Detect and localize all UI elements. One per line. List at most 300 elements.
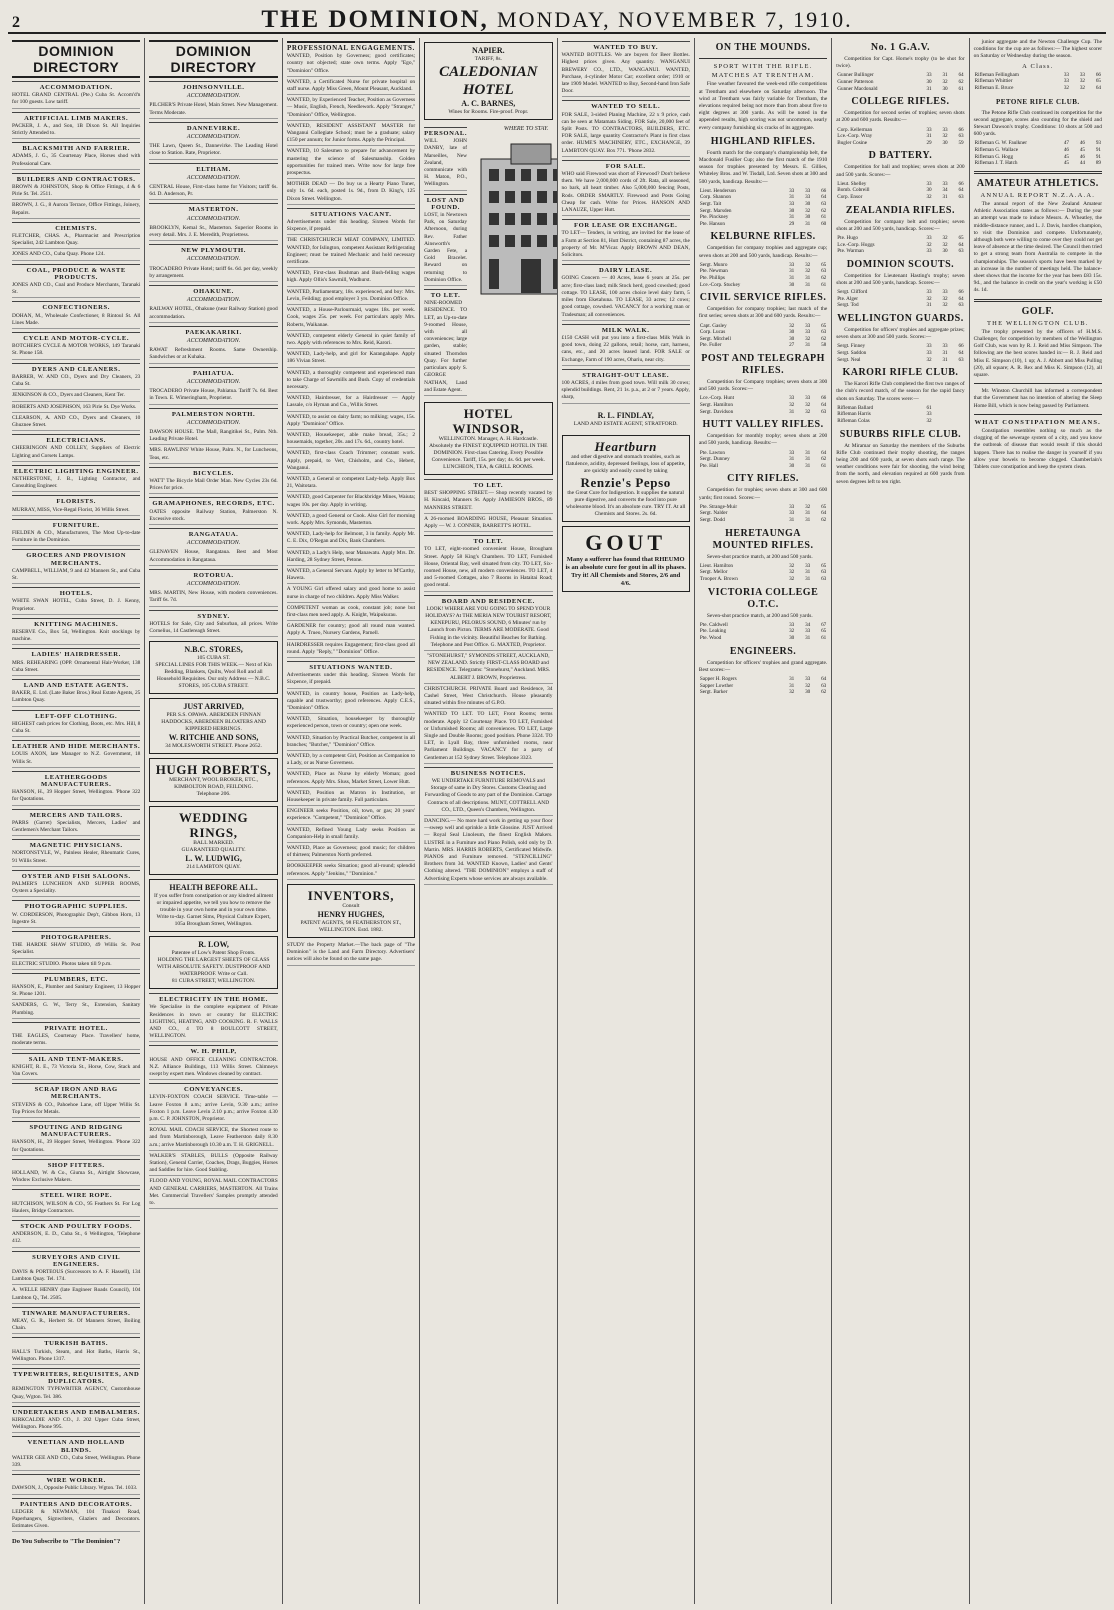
- golf-body: The trophy presented by the officers of H.M.S. Challenger, for competition by members of the Wellington Golf Club, was won by R. J. Reid and Miss Simpson. The following are the best scores handed in:— R. J. Reid and Miss E. Simpson (10), 1 up; A. J. Abbott and Miss Pulling (20), all square; A. R. Rex and Miss K. Simpson (12), all square.: [973, 328, 1102, 379]
- club-description: Competition for trophies; seven shots at 300 and 600 yards; first round. Scores:—: [698, 487, 828, 501]
- score-cell: 30: [805, 201, 811, 208]
- score-cell: 33: [926, 248, 932, 255]
- roberts-body: MERCHANT, WOOL BROKER, ETC., KIMBOLTON ROAD, FEILDING.: [169, 777, 259, 791]
- score-cell: 30: [942, 85, 948, 92]
- arrived-body: PER S.S. OPAWA. ABERDEEN FINNAN HADDOCKS, ABERDEEN BLOATERS AND KIPPERED HERRINGS.: [161, 712, 266, 733]
- score-row: [699, 409, 827, 416]
- score-cell: 33: [789, 261, 795, 268]
- competitor-name: Lieut. Hamilton: [699, 562, 734, 569]
- score-cell: 31: [805, 575, 811, 582]
- score-cell: 33: [942, 180, 948, 187]
- directory-section-title: SAIL AND TENT-MAKERS.: [12, 1053, 140, 1063]
- golf-subhead: THE WELLINGTON CLUB.: [987, 319, 1089, 327]
- competitor-name: Gunner Bullinger: [837, 72, 874, 79]
- directory-section-sub: ACCOMMODATION.: [186, 134, 241, 141]
- score-cell: 31: [942, 356, 948, 363]
- score-cell: 64: [958, 349, 964, 356]
- club-description: Fourth match for the company's championship belt, the Macdonald Fusilier Cup; also the first match of the 1910 season for trophies presented by Messrs. E. Gillies, Whiteley Bros. and W. Tisdall, Ltd. Seven shots at 300 and 500 yards, handicap. Results:—: [698, 149, 828, 185]
- classified-entry: WANTED, Place as Governess; good music; for children of thirteen; Palmerston North preferred.: [287, 845, 415, 861]
- score-cell: 32: [789, 689, 795, 696]
- barnes-name: A. C. BARNES,: [461, 99, 516, 108]
- column-4-hotels: [420, 38, 557, 1604]
- directory-entry: CAMPBELL, WILLIAM, 9 and 42 Manners St., and Cuba St.: [12, 568, 140, 584]
- score-row: [699, 576, 827, 583]
- competitor-name: Trooper A. Brown: [699, 575, 738, 582]
- score-cell: 33: [926, 343, 932, 350]
- competitor-name: Sergt. Saddon: [837, 349, 867, 356]
- directory-section-sub: ACCOMMODATION.: [186, 540, 241, 547]
- score-cell: 30: [789, 329, 795, 336]
- directory-entry: BROWN, J. G., 8 Aurora Terrace, Office Fittings, Joinery, Repairs.: [12, 202, 140, 218]
- wanted-let-notices: WANTED TO LET. TO LET, Front Rooms; terms moderate. Apply 12 Courtenay Place. TO LET, Furnished or Unfurnished Rooms; all conveniences. TO LET, Large Single and Double Rooms; good position. Phone 3324. TO LET, in Lyall Bay, three unfurnished rooms, near Parliament Buildings. VACANCY for a party of Gentlemen at 152 Sydney Street. Telephone 3323.: [424, 711, 552, 763]
- score-cell: 33: [789, 503, 795, 510]
- score-cell: 31: [789, 214, 795, 221]
- low-address: 81 CUBA STREET, WELLINGTON.: [171, 978, 256, 985]
- directory-entry: MEAY, G. R., Herbert St. Of Manners Street, Boiling Chain.: [12, 1318, 140, 1334]
- score-cell: 64: [821, 675, 827, 682]
- directory-section-title: JOHNSONVILLE.: [149, 81, 277, 91]
- directory-entry: HANSON, H., 39 Hopper Street, Wellington. 'Phone 322 for Quotations.: [12, 789, 140, 805]
- club-score-table: [699, 676, 827, 696]
- score-row: [836, 350, 964, 357]
- score-row: [699, 504, 827, 511]
- directory-entry: RESERVE Co., Box 54, Wellington. Knit stockings by machine.: [12, 629, 140, 645]
- directory-entry: SANDERS, G. W., Terry St., Extension, Sanitary Plumbing.: [12, 1002, 140, 1018]
- score-row: [699, 628, 827, 635]
- directory-entry: A. WELLE HENRY (late Engineer Roads Council), 104 Lambton Q., Tel. 2505.: [12, 1287, 140, 1303]
- score-row: [699, 395, 827, 402]
- windsor-body: WELLINGTON. Manager, A. H. Hardcastle. Absolutely the FINEST EQUIPPED HOTEL IN THE DOMINION. First-class Catering. Every Possible Convenience. Tariff, 15s. per day; 4s. 6d. per week. LUNCHEON, TEA, & GRILL ROOMS.: [429, 435, 548, 470]
- directory-section-title: CONFECTIONERS.: [12, 301, 140, 311]
- competitor-name: Corp. Kellerman: [837, 126, 873, 133]
- column-2-directory: [145, 38, 282, 1604]
- club-description: Competition for Company trophies; seven shots at 300 and 500 yards. Scores:—: [698, 378, 828, 393]
- score-cell: 63: [958, 248, 964, 255]
- tolet-notice: NINE-ROOMED RESIDENCE. TO LET, an Up-to-date 9-roomed House, with all conveniences; large garden, stable; situated Thorndon Quay. For further particulars apply S. GEORGE NATHAN, Land and Estate Agent.: [424, 300, 467, 396]
- directory-section-title: PRIVATE HOTEL.: [12, 1022, 140, 1032]
- low-shop-fronts-ad: [149, 936, 277, 989]
- score-cell: 62: [821, 335, 827, 342]
- classified-entry: WANTED, Situation by Practical Butcher, competent in all branches; "Butcher," "Dominion" Office.: [287, 735, 415, 751]
- score-cell: 32: [805, 268, 811, 275]
- classified-entries: [287, 53, 415, 880]
- directory-section-title: PALMERSTON NORTH.: [149, 408, 277, 418]
- club-heading: VICTORIA COLLEGE O.T.C.: [707, 586, 819, 610]
- directory-entry: CHEERINGON AND COLLEY, Suppliers of Electric Lighting and Corsets Lamps.: [12, 445, 140, 461]
- score-cell: 31: [789, 456, 795, 463]
- score-cell: 30: [942, 248, 948, 255]
- classified-entry: WANTED, competent elderly General in quiet family of two. Apply with references to Mrs. Reid, Karori.: [287, 333, 415, 349]
- directory-section-title: DYERS AND CLEANERS.: [12, 363, 140, 373]
- competitor-name: Rifleman Whittier: [974, 78, 1013, 85]
- directory-entry: HUTCHISON, WILSON & CO., 95 Feathers St. For Log Haulers, Bridge Contractors.: [12, 1201, 140, 1217]
- directory-section-sub: ACCOMMODATION.: [186, 256, 241, 263]
- directory-section-title: PHOTOGRAPHIC SUPPLIES.: [12, 900, 140, 910]
- directory-section-title: CHEMISTS.: [12, 222, 140, 232]
- score-row: [699, 635, 827, 642]
- score-cell: 65: [958, 234, 964, 241]
- competitor-name: Sergt. Dunney: [699, 456, 730, 463]
- directory-entry: FLETCHER, CHAS. A., Pharmacist and Prescription Specialist, 242 Lambton Quay.: [12, 233, 140, 249]
- score-cell: 33: [805, 187, 811, 194]
- directory-section-title: SCRAP IRON AND RAG MERCHANTS.: [12, 1083, 140, 1100]
- score-cell: 62: [821, 456, 827, 463]
- score-cell: 63: [821, 329, 827, 336]
- directory-section-sub: ACCOMMODATION.: [186, 580, 241, 587]
- conveyances-heading: CONVEYANCES.: [149, 1083, 277, 1093]
- score-cell: 66: [821, 395, 827, 402]
- score-row: [836, 343, 964, 350]
- club-score-table: [699, 395, 827, 415]
- directory-entry: THE HARDIE SHAW STUDIO, 49 Willis St. Post Specialist.: [12, 942, 140, 958]
- club-description: Seven-shot practice match, at 200 and 500 yards.: [706, 612, 813, 619]
- classified-entry: BOOKKEEPER seeks Situation; good all-round; splendid references. Apply "Jenkins," "Dominion.": [287, 863, 415, 879]
- page-number: 2: [12, 14, 20, 31]
- club-description: Competition for company belt and trophies; seven shots at 200 and 500 yards, handicap. Scores:—: [836, 218, 965, 232]
- score-cell: 32: [789, 562, 795, 569]
- score-cell: [949, 418, 965, 425]
- score-cell: 33: [926, 234, 932, 241]
- classified-entry: WANTED, a General or competent Lady-help. Apply Box 21, Waitotara.: [287, 476, 415, 492]
- classified-entry: WANTED, a General Servant. Apply by letter to M'Carthy, Hawera.: [287, 568, 415, 584]
- classified-entry: A YOUNG Girl offered salary and good home to assist nurse in charge of two children. Apply Miss Walker.: [287, 586, 415, 602]
- score-cell: 33: [789, 187, 795, 194]
- classified-entry: WANTED, Lady-help for Belmont, 3 in family. Apply Mr. C. E. Dix, O'Regan and Dix, Bank Chambers.: [287, 531, 415, 547]
- score-row: [836, 140, 964, 147]
- score-cell: 64: [958, 187, 964, 194]
- competitor-name: Pte. Warman: [837, 248, 864, 255]
- competitor-name: Rifleman Ballard: [837, 404, 874, 411]
- churchill-note: Mr. Winston Churchill has informed a correspondent that the Government has no intention of altering the Sleep Home Bill, which is now being passed by Parliament.: [973, 388, 1102, 409]
- score-cell: 64: [958, 241, 964, 248]
- directory-section-title: NEW PLYMOUTH.: [149, 244, 277, 254]
- club-score-table: [699, 450, 827, 470]
- competitor-name: Sergt. Marsden: [699, 207, 732, 214]
- score-row: [836, 194, 964, 201]
- directory-section-title: TYPEWRITERS, REQUISITES, AND DUPLICATORS.: [12, 1368, 140, 1385]
- competitor-name: Sergt. Tod: [837, 302, 859, 309]
- findlay-name: R. L. FINDLAY,: [597, 410, 654, 420]
- club-score-table: [836, 343, 964, 363]
- competitor-name: Pte. Alger: [837, 295, 858, 302]
- score-cell: 63: [821, 201, 827, 208]
- nbc-body: SPECIAL LINES FOR THIS WEEK.— Next of Kin Bedding, Blankets, Quilts, Wool Roll and all Household Requisites. Our only Address — N.B.C. STORES, 105 CUBA STREET.: [155, 662, 272, 690]
- conveyance-levin-foxton: LEVIN-FOXTON COACH SERVICE. Time-table — Leave Foxton 8 a.m.; arrive Levin, 9.30 a.m.; arrive Foxton 1 p.m. Leave Levin 2.10 p.m.; arrive Foxton 4.30 p.m. C. P. JOHNSTON, Proprietor.: [149, 1094, 277, 1125]
- score-cell: 31: [926, 302, 932, 309]
- directory-entry: PARRS (Garret) Specialists, Mercers, Ladies' and Gentlemen's Merchant Tailors.: [12, 820, 140, 836]
- low-body: HOLDING THE LARGEST SHEETS OF GLASS WITH ABSOLUTE SAFETY. DUSTPROOF AND WATERPROOF. Write or Call.: [156, 957, 271, 978]
- directory-section-title: ELECTRICIANS.: [12, 434, 140, 444]
- directory-section-sub: ACCOMMODATION.: [186, 93, 241, 100]
- score-cell: 30: [805, 214, 811, 221]
- score-row: [699, 329, 827, 336]
- directory-section-title: LEATHERGOODS MANUFACTURERS.: [12, 771, 140, 788]
- directory-entry: WALTER GEE AND CO., Cuba Street, Wellington. Phone 339.: [12, 1455, 140, 1471]
- directory-entry: MRS. RAWLINS' White House, Palm. N., for Luncheons, Teas, etc.: [149, 447, 277, 463]
- directory-entry: LEDGER & NEWMAN, 104 Tinakori Road, Paperhangers, Signwriters, Glaziers and Decorators. Estimates Given.: [12, 1509, 140, 1533]
- directory-entry: FIELDEN & CO., Manufacturers, The Most Up-to-date Furniture in the Dominion.: [12, 530, 140, 546]
- score-cell: 29: [789, 220, 795, 227]
- score-cell: 33: [926, 411, 932, 418]
- score-cell: 33: [1063, 71, 1069, 78]
- score-cell: 66: [958, 126, 964, 133]
- score-cell: 63: [821, 575, 827, 582]
- score-cell: 33: [805, 675, 811, 682]
- business-heading: BUSINESS NOTICES.: [424, 767, 552, 777]
- club-description: Seven-shot practice match, at 200 and 500 yards.: [706, 553, 813, 560]
- directory-entry: THE EAGLES, Courtenay Place. Travellers' home, moderate terms.: [12, 1033, 140, 1049]
- club-score-table: [699, 504, 827, 524]
- score-cell: 47: [1063, 140, 1069, 147]
- score-cell: 62: [958, 79, 964, 85]
- score-cell: 33: [789, 621, 795, 628]
- classified-entry: MOTHER DEAD — Do buy us a Hearty Piano Tuner, only 1s. 6d. each, posted 1s. 9d., from D. King's, 125 Dixon Street. Wellington.: [287, 181, 415, 205]
- mounds-intro: Fine weather favoured the week-end rifle competitions at Trentham and elsewhere on Saturday afternoon. The wind at Trentham was fairly variable for Trentham, the elevations required being not more than from about five to eight degrees at 300 yards. As will be noted in the appended results, high scoring was not uncommon, nearly every company furnishing six cracks of its aggregate.: [698, 81, 828, 131]
- competitor-name: Pte. Hugo: [837, 234, 858, 241]
- directory-section-title: OYSTER AND FISH SALOONS.: [12, 870, 140, 880]
- score-cell: 31: [789, 408, 795, 415]
- competitor-name: Rifleman G. W. Faulkner: [974, 140, 1027, 147]
- score-row: [699, 689, 827, 696]
- competitor-name: Sergt. Barker: [699, 689, 728, 696]
- club-description: Competition for company trophies; last match of the first series; seven shots at 300 and 600 yards. Results:—: [698, 306, 828, 320]
- score-cell: 32: [805, 408, 811, 415]
- directory-section-title: LAND AND ESTATE AGENTS.: [12, 679, 140, 689]
- renzie-body: the Great Cure for Indigestion. It supplies the natural pure digestive, and converts the food into pure wholesome blood. It's an absolute cure. TRY IT. At all Chemists and Stores. 2s. 6d.: [565, 489, 686, 517]
- club-score-table: [699, 323, 827, 349]
- club-heading: WELLINGTON GUARDS.: [837, 312, 964, 324]
- score-cell: 61: [958, 85, 964, 92]
- score-cell: 32: [926, 417, 932, 424]
- score-row: [974, 85, 1102, 92]
- lease-notice: TO LET— Tenders, in writing, are invited for the lease of a Farm at Section 81, Hutt District, containing 87 acres, the property of Mr. M'Vicar. Apply BROWN AND DEAN, Solicitors.: [562, 230, 690, 261]
- business-notice: WE UNDERTAKE FURNITURE REMOVALS and Storage of same in Dry Stores. Customs Clearing and Forwarding of Goods to any part of the Dominion. Cartage Contracts of all descriptions. MUNT, COTTRELL AND CO., LTD., Queen's Chambers, Wellington.: [424, 778, 552, 816]
- a-class-table: [974, 72, 1102, 92]
- directory-entry: PALMER'S LUNCHEON AND SUPPER ROOMS, Oysters a Speciality.: [12, 881, 140, 897]
- roberts-title: HUGH ROBERTS,: [155, 762, 272, 778]
- directory-entry: LOUIS AXON, late Manager to N.Z. Government, 18 Willis St.: [12, 751, 140, 767]
- competitor-name: Rifleman Colas: [837, 417, 870, 424]
- directory-section-title: OHAKUNE.: [149, 285, 277, 295]
- christchurch-notice: CHRISTCHURCH. PRIVATE Board and Residence, 34 Cashel Street, West Christchurch. House pleasantly situated within five minutes of G.P.O.: [424, 686, 552, 710]
- barnes-sub: Wines for Rooms. Fire-proof. Propr.: [448, 109, 529, 115]
- directory-entry: REMINGTON TYPEWRITER AGENCY, Customhouse Quay, Wgton. Tel. 386.: [12, 1386, 140, 1402]
- directory-section-title: MERCERS AND TAILORS.: [12, 809, 140, 819]
- directory-entry: HOLLAND, W. & Co., Giuma St., Airtight Showcase, Window Exclusive Makers.: [12, 1170, 140, 1186]
- hotel-windsor-ad: [424, 402, 552, 475]
- classified-entry: THE CHRISTCHURCH MEAT COMPANY, LIMITED. WANTED, for Islington, competent Assistant Refrigerating Engineer; must be trained Mechanic and hold necessary certificate.: [287, 237, 415, 268]
- score-row: [699, 342, 827, 349]
- club-score-table: [699, 262, 827, 288]
- score-cell: 63: [958, 193, 964, 200]
- nbc-address: 105 CUBA ST.: [196, 655, 231, 662]
- score-cell: 31: [805, 449, 811, 456]
- directory-section-sub: ACCOMMODATION.: [186, 174, 241, 181]
- amateur-subhead: ANNUAL REPORT N.Z.A.A.A.: [980, 191, 1096, 199]
- score-cell: 31: [805, 220, 811, 227]
- inventors-body: PATENT AGENTS, 98 FEATHERSTON ST., WELLINGTON. Estd. 1882.: [300, 919, 402, 933]
- wedding-rings-ad: [149, 806, 277, 875]
- wanted-sell-notices: FOR SALE, 3-sided Planing Machine, 22 x 9 price, cash can be seen at Matamata Siding. FOR Sale, 20,000 feet of Split Posts. TO CONTRACTORS, BUILDERS, ETC. FOR SALE, large quantity Contractor's Plant in first class order. HUME'S MACHINERY, ETC., EXCHANGE, 39 LAMBTON QUAY. Box 771. 'Phone 2832.: [562, 112, 690, 157]
- score-cell: 64: [821, 510, 827, 517]
- directory-section-title: ARTIFICIAL LIMB MAKERS.: [12, 112, 140, 122]
- score-cell: 32: [942, 302, 948, 309]
- score-row: [699, 214, 827, 221]
- club-heading: CIVIL SERVICE RIFLES.: [699, 292, 827, 304]
- competitor-name: Pte. Pinckney: [699, 214, 729, 221]
- ludwig-address: 214 LAMBTON QUAY.: [186, 864, 241, 871]
- score-cell: 61: [821, 214, 827, 221]
- competitor-name: Pte. Hall: [699, 462, 719, 469]
- classified-entry: WANTED, First-class Bushman and Bush-felling wages high. Apply Ollis's Sawmill, Wadhurst.: [287, 270, 415, 286]
- score-cell: 31: [805, 342, 811, 349]
- score-row: [699, 208, 827, 215]
- competitor-name: Sergt. Mitchell: [699, 335, 731, 342]
- directory-section-title: WIRE WORKER.: [12, 1474, 140, 1484]
- club-score-table: [699, 563, 827, 583]
- directory-header-2: DOMINION DIRECTORY: [149, 40, 277, 78]
- score-cell: 31: [805, 569, 811, 576]
- straight-notice: 100 ACRES, 4 miles from good town. Will milk 30 cows; splendid buildings. Rent, 21 1s. p.a., at 2 or 7 years. Apply, sharp,: [562, 380, 690, 404]
- score-cell: 31: [789, 675, 795, 682]
- directory-section-title: GROCERS AND PROVISION MERCHANTS.: [12, 549, 140, 566]
- competitor-name: Pte. Phillips: [699, 275, 725, 281]
- classified-entry: WANTED, good Carpenter for Blackbridge Mines, Waiuta; wages 10s. per day. Apply in writing.: [287, 494, 415, 510]
- directory-entry: BROWN & JOHNSTON, Shop & Office Fittings, 4 & 6 Pirie St. Tel. 2511.: [12, 184, 140, 200]
- score-cell: [933, 405, 949, 412]
- philp-body: HOUSE AND OFFICE CLEANING CONTRACTOR. N.Z. Alliance Buildings, 113 Willis Street. Chimneys swept by expert men. Windows cleaned by contract.: [149, 1057, 277, 1081]
- score-row: [699, 563, 827, 570]
- heartburn-body: and other digestive and stomach troubles, such as flatulence, acidity, depressed feelings, loss of appetite, are quickly and easily cured by taking: [565, 453, 686, 474]
- score-cell: 65: [821, 628, 827, 635]
- score-cell: 33: [789, 510, 795, 517]
- club-score-table: [836, 72, 964, 92]
- score-cell: 66: [958, 180, 964, 187]
- score-cell: 65: [821, 261, 827, 268]
- club-heading: D BATTERY.: [868, 150, 933, 162]
- directory-entry: MURRAY, MISS, Vice-Regal Florist, 36 Willis Street.: [12, 507, 140, 516]
- score-cell: 62: [821, 516, 827, 523]
- score-cell: 46: [1063, 147, 1069, 153]
- score-cell: 67: [821, 621, 827, 628]
- directory-entry: ANDERSON, E. D., Cuba St., 6 Wellington, 'Telephone 412.: [12, 1231, 140, 1247]
- competitor-name: Bugler Cosine: [837, 139, 868, 146]
- directory-section-title: TURKISH BATHS.: [12, 1337, 140, 1347]
- directory-section-title: ELECTRIC LIGHTING ENGINEER.: [12, 465, 140, 475]
- gout-ad: [562, 526, 690, 592]
- competitor-name: Sergt. Mellor: [699, 569, 728, 576]
- tolet-4-notice: TO LET, eight-roomed convenient House, Brougham Street. Apply 58 King's Chambers. TO LET, Furnished House, Oriental Bay, well situated from city. TO LET, Six-roomed House, new, all modern conveniences. TO LET, 4 and 5-roomed Cottages, also 7 Rooms in Hataitai Road; good rental.: [424, 546, 552, 591]
- directory-entry: HANSON, E., Plumber and Sanitary Engineer, 13 Hopper St. Phone 1201.: [12, 984, 140, 1000]
- score-cell: 33: [926, 180, 932, 187]
- directory-entry: WHITE SWAN HOTEL, Cuba Street, D. J. Kenny, Proprietor.: [12, 598, 140, 614]
- tolet-3-notice: A 26-roomed BOARDING HOUSE, Pleasant Situation. Apply — W. J. CONNER, BARRETT'S HOTEL.: [424, 516, 552, 532]
- competitor-name: Sergt. Neal: [837, 356, 861, 363]
- directory-section-title: SHOP FITTERS.: [12, 1159, 140, 1169]
- renzie-title: Renzie's Pepso: [580, 474, 671, 490]
- classified-entry: WANTED, Position as Matron in Institution, or Housekeeper in private family. Full particulars.: [287, 790, 415, 806]
- directory-section-title: LEATHER AND HIDE MERCHANTS.: [12, 740, 140, 750]
- score-row: [836, 357, 964, 364]
- directory-section-title: ROTORUA.: [149, 569, 277, 579]
- score-cell: 31: [805, 510, 811, 517]
- score-cell: 65: [821, 322, 827, 329]
- competitor-name: Lieut. Shelley: [837, 180, 867, 187]
- score-row: [836, 289, 964, 296]
- score-cell: 32: [805, 261, 811, 268]
- score-row: [699, 676, 827, 683]
- club-heading: COLLEGE RIFLES.: [851, 96, 950, 108]
- score-row: [836, 248, 964, 255]
- column-8-sport: [970, 38, 1106, 1604]
- score-cell: 32: [942, 295, 948, 302]
- directory-section-title: FLORISTS.: [12, 495, 140, 505]
- classified-entry: WANTED, a thoroughly competent and experienced man to take Charge of Sawmills and Bush. Copy of credentials necessary.: [287, 370, 415, 394]
- windsor-title: HOTEL WINDSOR,: [452, 405, 525, 436]
- classified-entry: WANTED, Place as Nurse by elderly Woman; good references. Apply Mrs. Sluss, Market Street, Lower Hutt.: [287, 771, 415, 787]
- directory-entry: RAILWAY HOTEL, Ohakune (near Railway Station) good accommodation.: [149, 306, 277, 322]
- directory-section-title: MASTERTON.: [149, 203, 277, 213]
- dairy-notice: GOING Concern — 40 Acres, lease 6 years at 25s. per acre; first-class land; milk Stock herd, good cowshed; good cottage. TO LEASE, 100 acres choice level dairy farm, 5 miles from Eketahuna. TO LEASE, 33 acres; 12 cows; good cottage, cowshed. VACANCY for a working man or Tradesman; all conveniences.: [562, 275, 690, 320]
- amateur-body: The annual report of the New Zealand Amateur Athletic Association states as follows:— During the year an attempt was made to induce Messrs. A. Wheatley, the middle-distance runner, and L. J. Davis, hurdles champion, to visit the Dominion and compete. Unfortunately, although both were willing to come over they could not get leave of absence at the time desired. The Council then tried to get a strong team from Australia to compete in the championships. The season's sports have been marked by an increase in the number of meetings held. The balance-sheet shows that the income for the year has been £83 15s. 9d., and the balance in credit on the year's working is £50 4s. 1d.: [973, 200, 1102, 294]
- caledonian-name: CALEDONIAN HOTEL: [439, 64, 538, 98]
- petone-heading: PETONE RIFLE CLUB.: [995, 97, 1080, 106]
- score-cell: 31: [805, 456, 811, 463]
- score-row: [974, 78, 1102, 85]
- score-cell: 33: [805, 194, 811, 201]
- tolet-2-notice: BEST SHOPPING STREET.— Shop recently vacated by H. Kincaid, Manners St. Apply JAMIESON BROS., 89 MANNERS STREET.: [424, 490, 552, 514]
- score-row: [699, 510, 827, 517]
- competitor-name: Rifleman G. Wallace: [974, 147, 1019, 153]
- directory-section-sub: ACCOMMODATION.: [186, 215, 241, 222]
- petone-body: The Petone Rifle Club continued its competition for the second aggregate, scores also counting for the shield and Stewart Dawson's trophy. Conditions: 10 shots at 500 and 600 yards.: [973, 109, 1102, 138]
- score-cell: 32: [942, 133, 948, 140]
- petone-table: [974, 140, 1102, 166]
- directory-header: DOMINION DIRECTORY: [12, 40, 140, 78]
- findlay-ad: [562, 408, 690, 431]
- directory-section-title: UNDERTAKERS AND EMBALMERS.: [12, 1406, 140, 1416]
- directory-section-sub: ACCOMMODATION.: [186, 297, 241, 304]
- directory-entry: HOTELS for Sale, City and Suburban, all prices. Write Cornelius, 14 Castlereagh Street.: [149, 621, 277, 637]
- competitor-name: Sergt. Tait: [699, 201, 722, 208]
- competitor-name: Lce.-Corp. Hoggs: [837, 241, 875, 248]
- club-score-table: [836, 127, 964, 147]
- club-score-table: [836, 181, 964, 201]
- newspaper-title: [52, 6, 1062, 34]
- score-cell: 61: [926, 404, 932, 411]
- score-row: [836, 242, 964, 249]
- score-row: [699, 188, 827, 195]
- score-cell: 31: [805, 634, 811, 641]
- score-cell: 30: [926, 79, 932, 85]
- score-cell: 32: [926, 193, 932, 200]
- napier-label: NAPIER.: [471, 46, 505, 55]
- column-6-mounds: [695, 38, 832, 1604]
- score-row: [699, 282, 827, 289]
- score-cell: 65: [821, 503, 827, 510]
- a-class-label: A Class.: [1022, 62, 1054, 70]
- score-cell: [933, 411, 949, 418]
- stonehurst-notice: "STONEHURST," SYMONDS STREET, AUCKLAND, NEW ZEALAND. Strictly FIRST-CLASS BOARD and RESIDENCE. Telegrams: "Stonehurst," Auckland. MRS. ALBERT J. BROWN, Proprietress.: [424, 653, 552, 684]
- rings-sub-2: GUARANTEED QUALITY.: [181, 847, 246, 854]
- score-cell: 64: [821, 401, 827, 408]
- competitor-name: Gunner Macdonald: [837, 85, 878, 92]
- competitor-name: Rifleman G. Hogg: [974, 153, 1014, 160]
- score-row: [836, 72, 964, 79]
- score-cell: 33: [805, 322, 811, 329]
- score-cell: 93: [1095, 140, 1101, 147]
- directory-section-title: PAINTERS AND DECORATORS.: [12, 1498, 140, 1508]
